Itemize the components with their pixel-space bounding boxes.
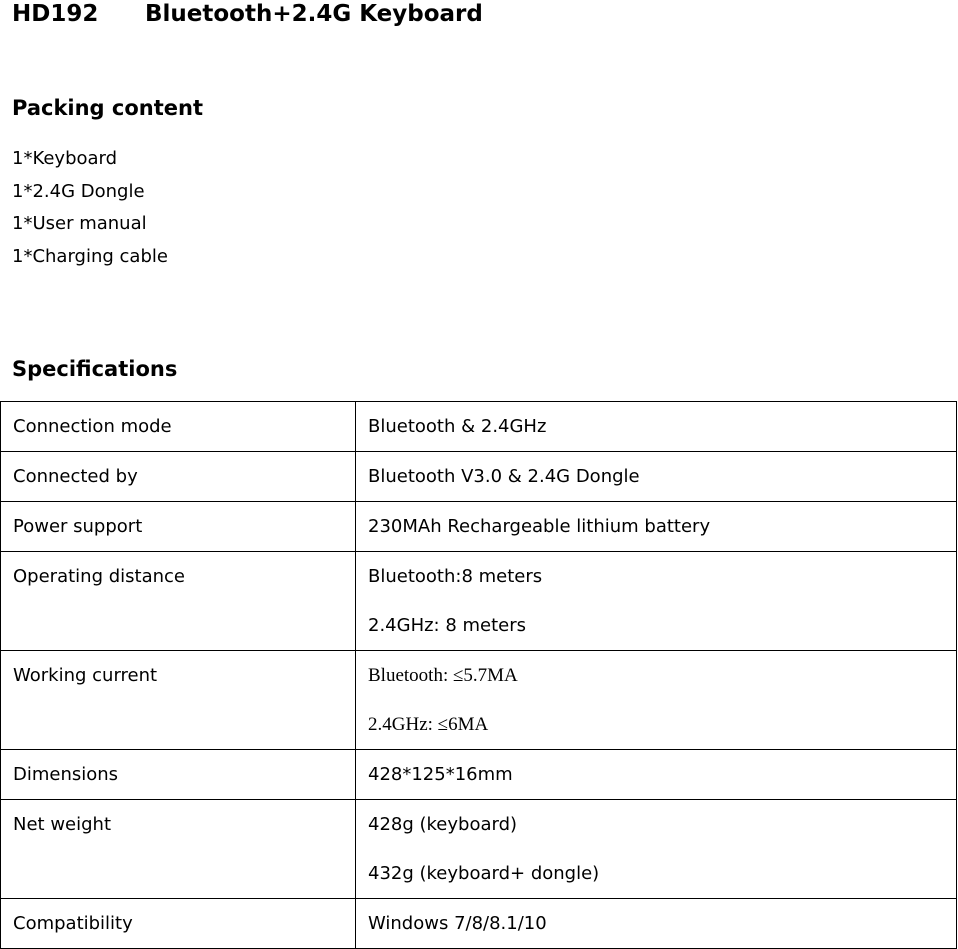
spec-value-cell <box>356 402 957 452</box>
specifications-heading: Specifications <box>12 357 178 381</box>
spec-value: 230MAh Rechargeable lithium battery <box>368 516 711 537</box>
spec-value-cell <box>356 452 957 502</box>
spec-value: Windows 7/8/8.1/10 <box>368 913 547 934</box>
spec-label-cell <box>1 452 356 502</box>
packing-item: 1*Charging cable <box>12 245 168 267</box>
spec-label-cell <box>1 750 356 800</box>
packing-item: 1*User manual <box>12 213 147 234</box>
spec-label: Working current <box>13 665 158 686</box>
spec-label: Operating distance <box>13 566 185 587</box>
spec-label-cell <box>1 552 356 651</box>
spec-label: Net weight <box>13 814 112 835</box>
spec-value-cell <box>356 800 957 899</box>
spec-value: Bluetooth V3.0 & 2.4G Dongle <box>368 466 640 487</box>
packing-item: 1*Keyboard <box>12 148 118 169</box>
table-row <box>1 402 957 452</box>
spec-label: Power support <box>13 516 143 537</box>
spec-label-cell <box>1 800 356 899</box>
spec-label: Compatibility <box>13 913 133 934</box>
specifications-table <box>0 401 957 949</box>
spec-value: 432g (keyboard+ dongle) <box>368 863 600 884</box>
spec-label: Connected by <box>13 466 138 487</box>
table-row <box>1 651 957 750</box>
table-row <box>1 899 957 949</box>
spec-label: Connection mode <box>13 416 172 437</box>
spec-value: 2.4GHz: 8 meters <box>368 615 527 636</box>
spec-value-cell <box>356 750 957 800</box>
spec-value: Bluetooth & 2.4GHz <box>368 416 547 437</box>
table-row <box>1 502 957 552</box>
spec-label-cell <box>1 502 356 552</box>
spec-value-cell <box>356 502 957 552</box>
table-row <box>1 800 957 899</box>
table-row <box>1 552 957 651</box>
spec-value: Bluetooth: ≤5.7MA <box>368 665 518 686</box>
spec-value-cell <box>356 552 957 651</box>
document-title <box>12 0 483 28</box>
spec-label-cell <box>1 402 356 452</box>
packing-item: 1*2.4G Dongle <box>12 180 145 202</box>
spec-value-cell <box>356 899 957 949</box>
spec-value: 428g (keyboard) <box>368 814 518 835</box>
spec-label-cell <box>1 899 356 949</box>
spec-label-cell <box>1 651 356 750</box>
spec-value: 2.4GHz: ≤6MA <box>368 714 489 735</box>
spec-label: Dimensions <box>13 764 119 785</box>
spec-value-cell <box>356 651 957 750</box>
product-name: Bluetooth+2.4G Keyboard <box>145 1 483 27</box>
model-number: HD192 <box>12 1 99 27</box>
spec-value: Bluetooth:8 meters <box>368 566 543 587</box>
table-row <box>1 750 957 800</box>
packing-content-heading: Packing content <box>12 96 203 120</box>
packing-list <box>12 143 168 273</box>
table-row <box>1 452 957 502</box>
spec-value: 428*125*16mm <box>368 764 513 785</box>
